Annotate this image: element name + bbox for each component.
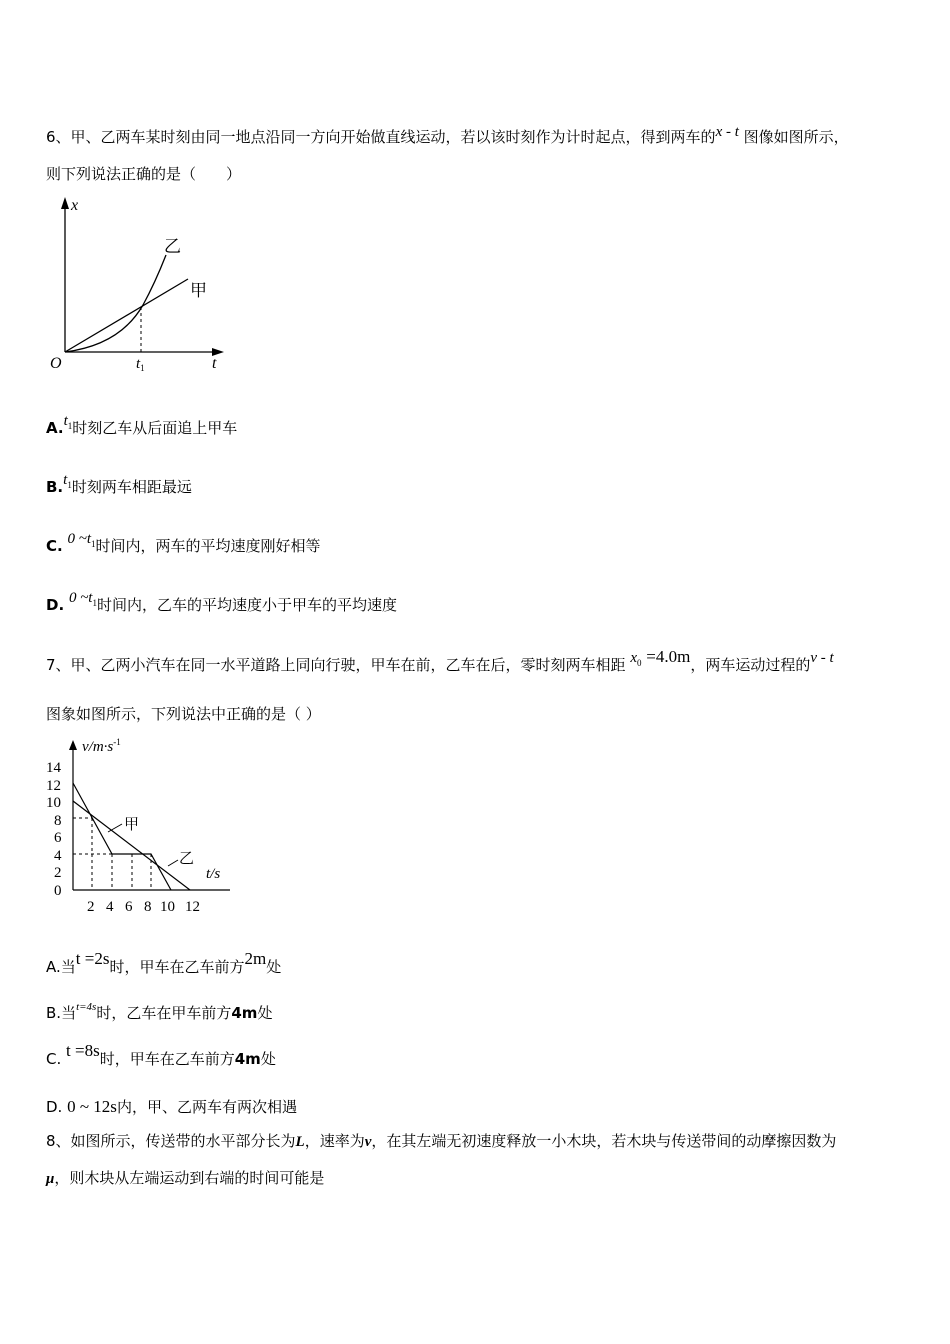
q7-line-jia xyxy=(73,783,171,890)
q6-stem-text-a: 6、甲、乙两车某时刻由同一地点沿同一方向开始做直线运动，若以该时刻作为计时起点，得到两车的 xyxy=(46,128,716,146)
q7-x-label: t/s xyxy=(206,866,221,882)
x-tick-6: 6 xyxy=(125,899,133,915)
y-tick-14: 14 xyxy=(46,760,61,776)
q7-y-arrow xyxy=(69,740,77,750)
x-tick-2: 2 xyxy=(87,899,95,915)
y-tick-2: 2 xyxy=(54,865,62,881)
y-tick-6: 6 xyxy=(54,830,62,846)
q6-option-d[interactable]: D. 0 $\sim t_1$时间内，乙车的平均速度小于甲车的平均速度 xyxy=(46,590,397,614)
q6-line-jia xyxy=(65,279,188,352)
q6-label-yi: 乙 xyxy=(164,237,181,256)
q7-label-jia-leader xyxy=(108,824,122,832)
q7-label-yi-leader xyxy=(168,860,178,866)
y-tick-10: 10 xyxy=(46,795,61,811)
q7-stem-line2: 图象如图所示，下列说法中正确的是（ ） xyxy=(46,705,321,723)
q8-stem-line2: μ，则木块从左端运动到右端的时间可能是 xyxy=(46,1169,325,1187)
q6-y-label: x xyxy=(71,197,79,214)
q7-label-yi: 乙 xyxy=(179,851,195,867)
y-tick-4: 4 xyxy=(54,848,62,864)
q7-stem-line1: 7、甲、乙两小汽车在同一水平道路上同向行驶，甲车在前，乙车在后，零时刻两车相距 $x_0 =4.0m$，两车运动过程的v - t xyxy=(46,647,834,674)
x-tick-12: 12 xyxy=(185,899,200,915)
q7-option-d[interactable]: D. 0 ~ 12s内，甲、乙两车有两次相遇 xyxy=(46,1097,297,1116)
q7-line-yi xyxy=(73,801,190,890)
q8-stem-line1: 8、如图所示，传送带的水平部分长为L，速率为v，在其左端无初速度释放一小木块，若木块与传送带间的动摩擦因数为 xyxy=(46,1132,837,1150)
q6-option-c[interactable]: C. 0 $\sim t_1$时间内，两车的平均速度刚好相等 xyxy=(46,531,321,555)
q6-stem-line1 xyxy=(46,124,849,148)
x-tick-10: 10 xyxy=(160,899,175,915)
q6-stem-text-b: 图像如图所示， xyxy=(743,128,849,146)
y-tick-12: 12 xyxy=(46,778,61,794)
q6-label-jia: 甲 xyxy=(190,281,207,300)
q6-origin-label: O xyxy=(50,355,62,372)
q6-x-label: t xyxy=(212,355,217,372)
q7-option-a[interactable]: A.当t =2s时，甲车在乙车前方2m处 xyxy=(46,949,282,976)
q7-label-jia: 甲 xyxy=(124,817,140,833)
q6-t1-label: $t_1$ xyxy=(136,356,145,373)
x-tick-4: 4 xyxy=(106,899,114,915)
q6-curve-yi xyxy=(65,255,166,352)
q7-x-ticks xyxy=(87,899,200,915)
q7-option-c[interactable]: C. t =8s时，甲车在乙车前方4m处 xyxy=(46,1041,276,1068)
q6-stem-math: x - t xyxy=(715,124,739,140)
q7-vt-figure xyxy=(40,732,240,917)
q6-option-a[interactable]: $A.t_1$时刻乙车从后面追上甲车 xyxy=(46,413,238,437)
q6-y-arrow xyxy=(61,197,69,209)
q6-stem-line2: 则下列说法正确的是（ ） xyxy=(46,165,242,183)
y-tick-0: 0 xyxy=(54,883,62,899)
q7-option-b[interactable]: B.当$^{t=4s}$时，乙车在甲车前方4m处 xyxy=(46,1001,273,1022)
q7-y-ticks xyxy=(46,760,62,899)
y-tick-8: 8 xyxy=(54,813,62,829)
q7-y-label: $v/m\cdot s^{-1}$ xyxy=(82,737,121,755)
q6-xt-figure xyxy=(40,195,240,380)
q6-option-b[interactable]: $B.t_1$时刻两车相距最远 xyxy=(46,472,192,496)
x-tick-8: 8 xyxy=(144,899,152,915)
